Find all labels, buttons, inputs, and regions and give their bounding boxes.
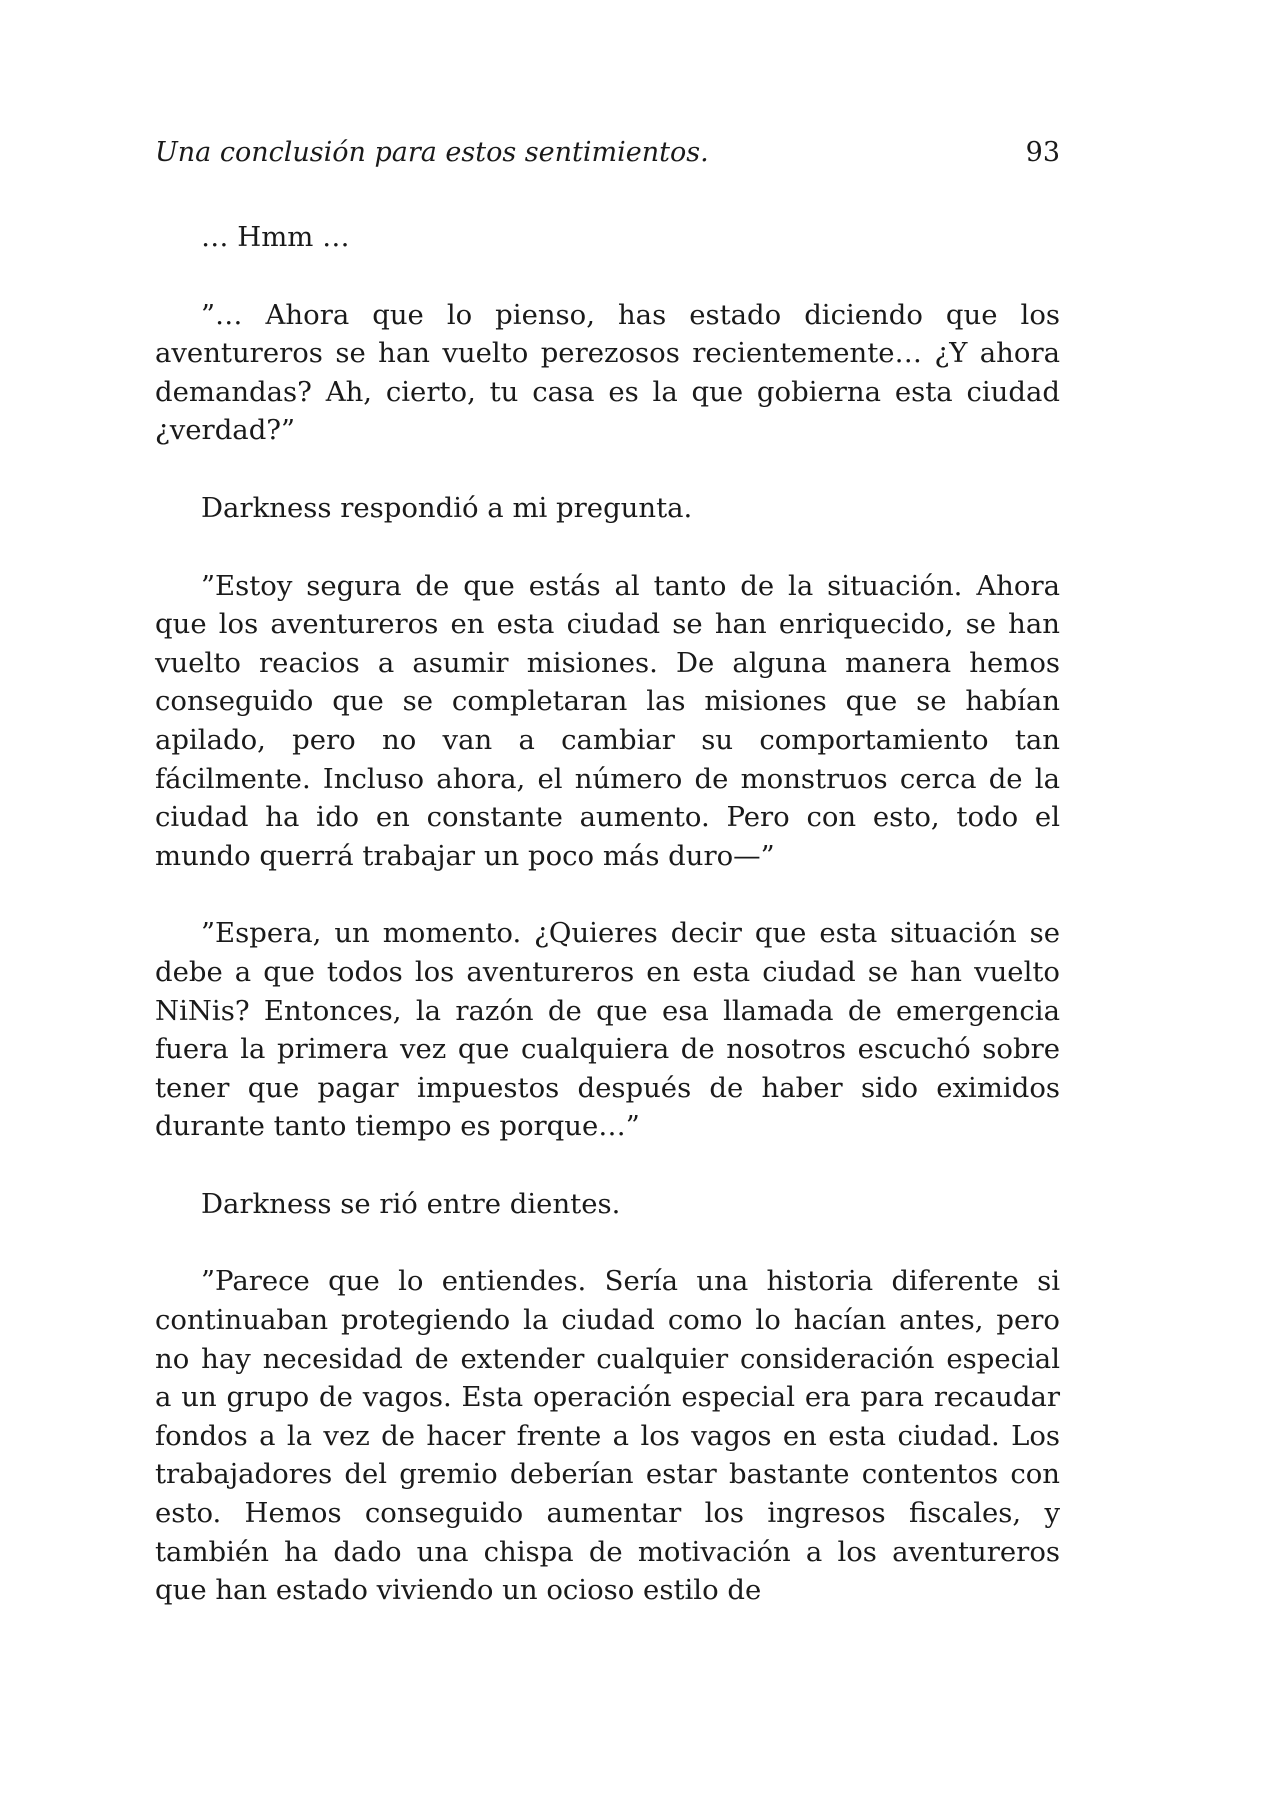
paragraph-7: ”Parece que lo entiendes. Sería una historia diferente si continuaban protegiendo la ciudad como lo hacían antes, pero no hay necesidad de extender cualquier consideración especial a un grupo de vagos. Esta operación especial era para recaudar fondos a la vez de hacer frente a los vagos en esta ciudad. Los trabajadores del gremio deberían estar bastante contentos con esto. Hemos conseguido aumentar los ingresos fiscales, y también ha dado una chispa de motivación a los aventureros que han estado viviendo un ocioso estilo de xyxy=(155,1265,1060,1607)
book-page xyxy=(155,0,1060,1807)
running-title: Una conclusión para estos sentimientos. xyxy=(155,137,709,168)
paragraph-5: ”Espera, un momento. ¿Quieres decir que esta situación se debe a que todos los aventureros en esta ciudad se han vuelto NiNis? Entonces, la razón de que esa llamada de emergencia fuera la primera vez que cualquiera de nosotros escuchó sobre tener que pagar impuestos después de haber sido eximidos durante tanto tiempo es porque…” xyxy=(155,917,1060,1143)
body-text xyxy=(155,218,1060,1610)
page-number: 93 xyxy=(1025,137,1060,168)
paragraph-2: ”… Ahora que lo pienso, has estado diciendo que los aventureros se han vuelto perezosos recientemente… ¿Y ahora demandas? Ah, cierto, tu casa es la que gobierna esta ciudad ¿verdad?” xyxy=(155,298,1060,447)
paragraph-3: Darkness respondió a mi pregunta. xyxy=(201,491,693,524)
running-head xyxy=(155,133,1060,173)
paragraph-1: … Hmm … xyxy=(201,221,350,253)
paragraph-6: Darkness se rió entre dientes. xyxy=(201,1187,621,1220)
paragraph-4: ”Estoy segura de que estás al tanto de la situación. Ahora que los aventureros en esta ciudad se han enriquecido, se han vuelto reacios a asumir misiones. De alguna manera hemos conseguido que se completaran las misiones que se habían apilado, pero no van a cambiar su comportamiento tan fácilmente. Incluso ahora, el número de monstruos cerca de la ciudad ha ido en constante aumento. Pero con esto, todo el mundo querrá trabajar un poco más duro—” xyxy=(155,569,1060,872)
